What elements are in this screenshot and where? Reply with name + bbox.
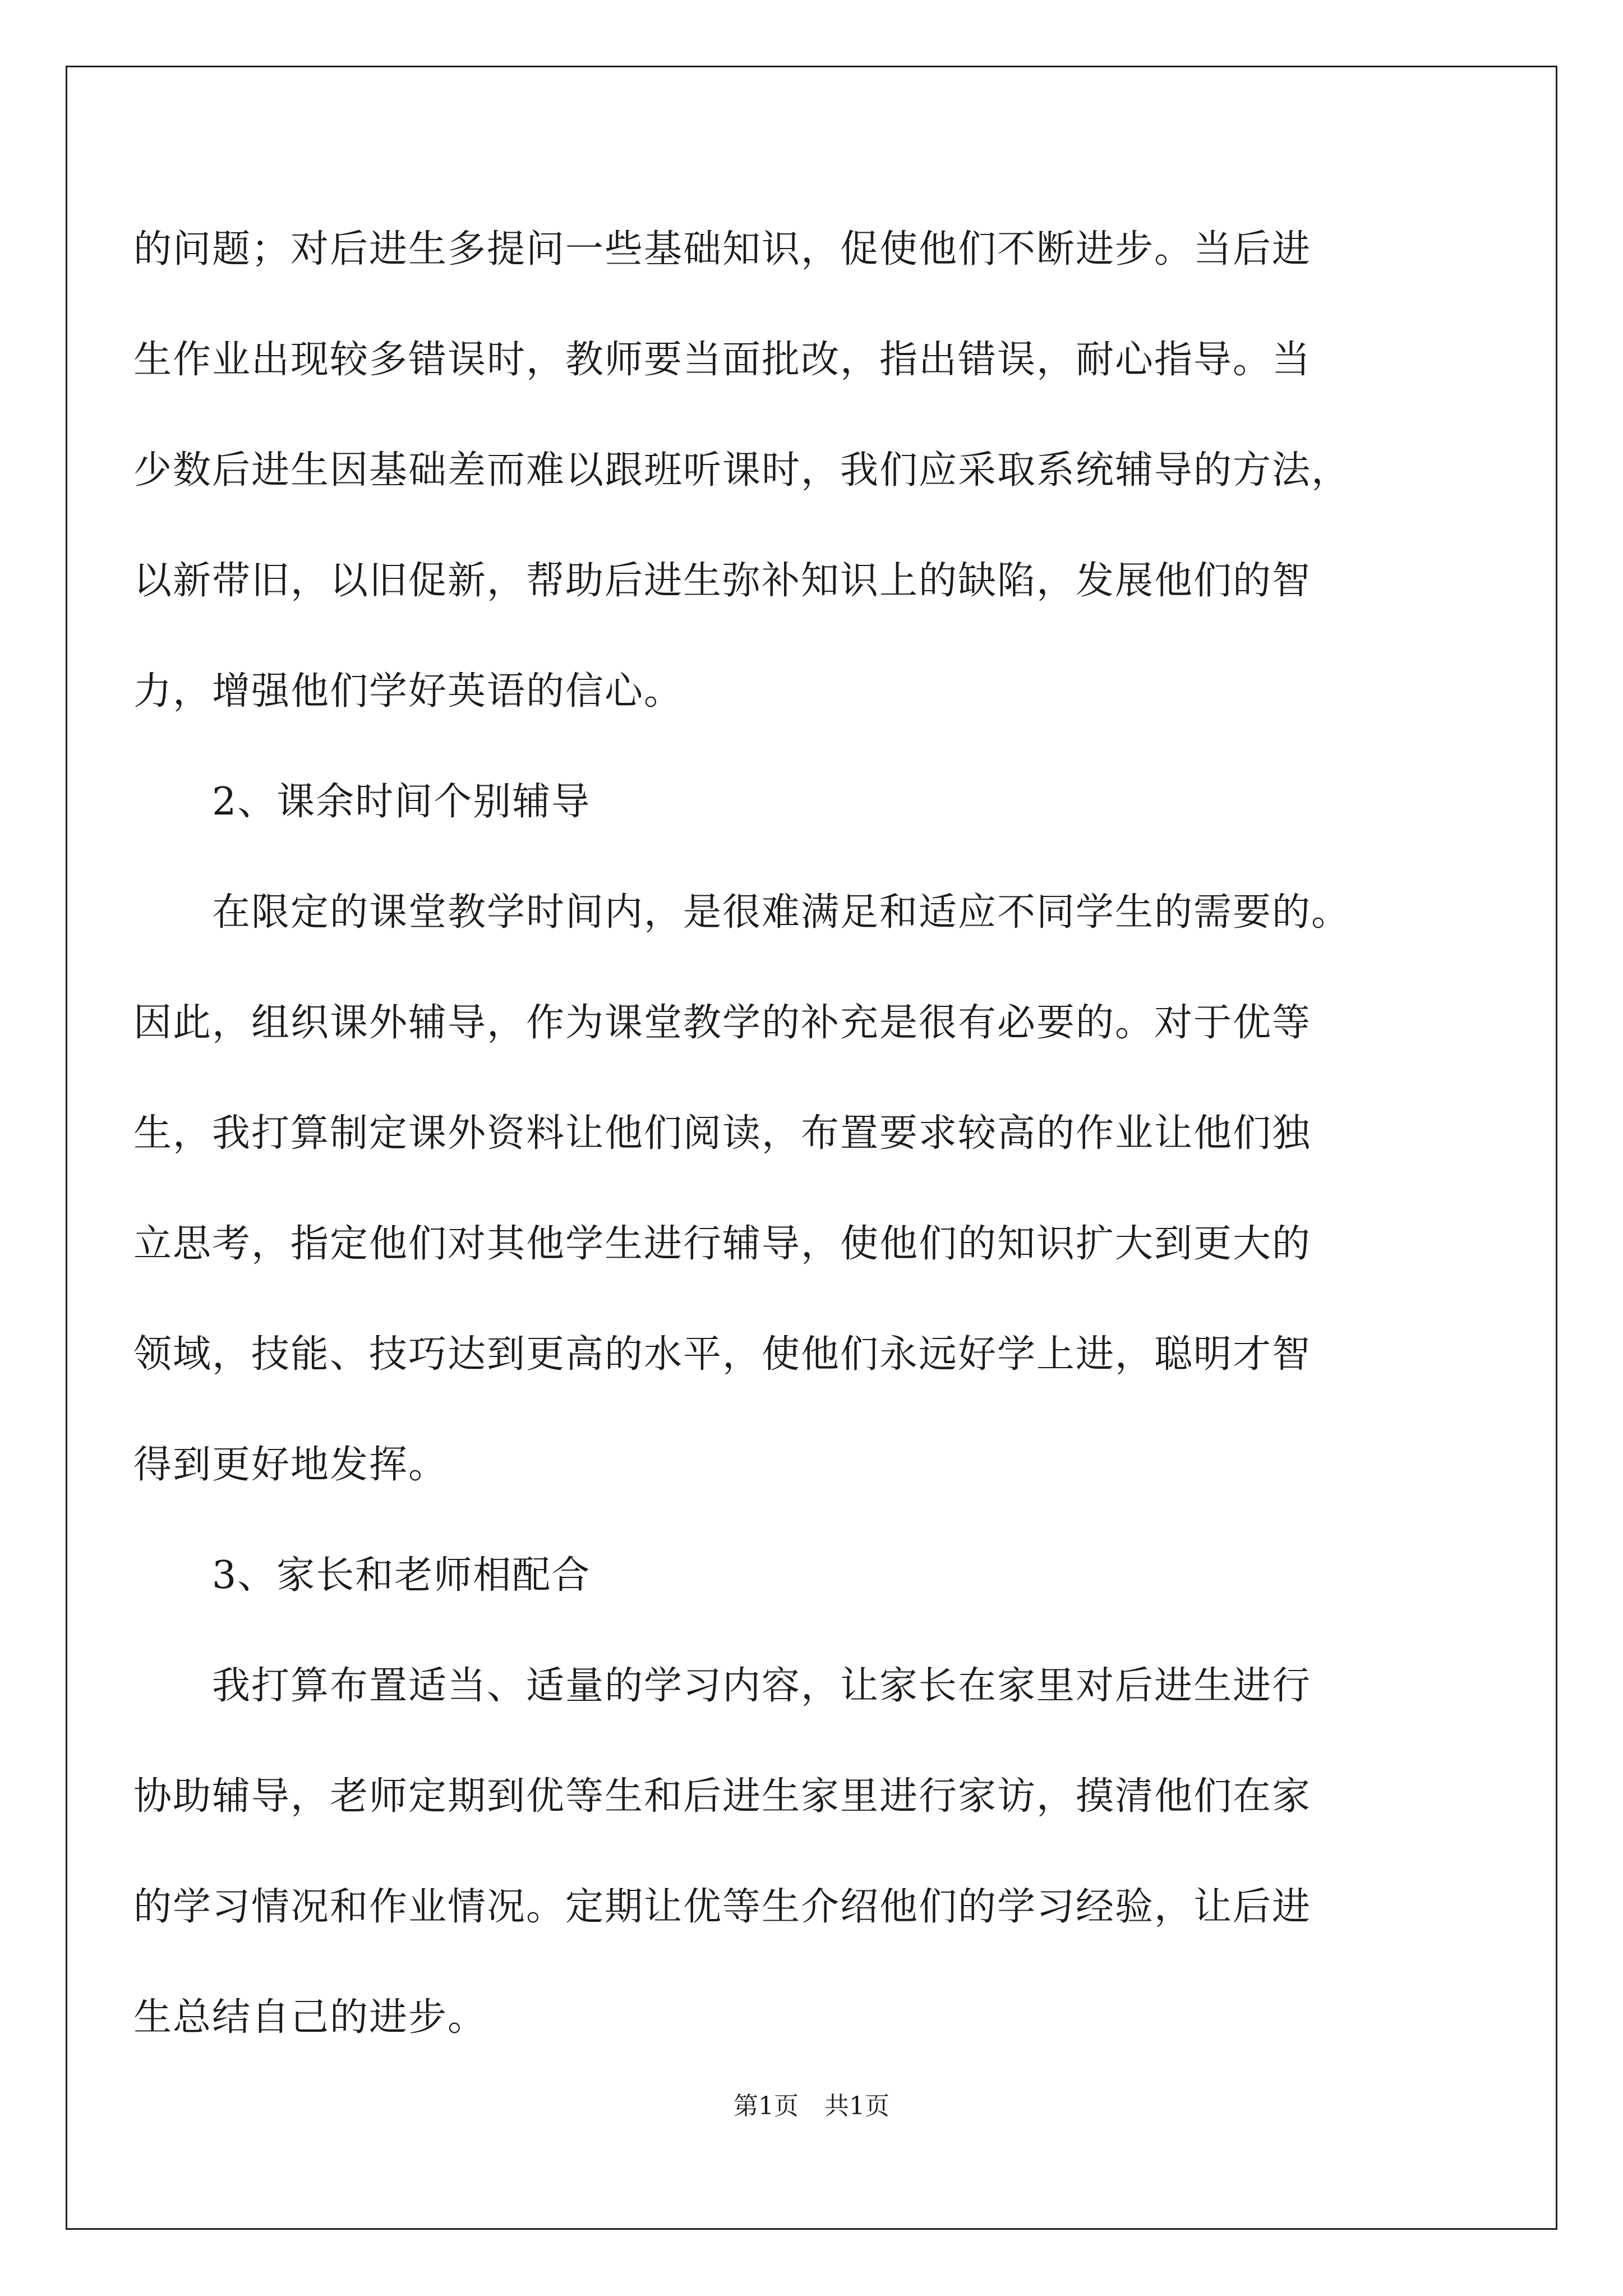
page-number: 第1页 bbox=[734, 2092, 799, 2120]
section-heading: 3、家长和老师相配合 bbox=[133, 1553, 591, 1598]
page-total: 共1页 bbox=[824, 2092, 889, 2120]
text-line: 立思考，指定他们对其他学生进行辅导，使他们的知识扩大到更大的 bbox=[133, 1222, 1312, 1266]
page-footer bbox=[0, 2090, 1623, 2123]
text-line: 生，我打算制定课外资料让他们阅读，布置要求较高的作业让他们独 bbox=[133, 1111, 1312, 1156]
text-line: 生作业出现较多错误时，教师要当面批改，指出错误，耐心指导。当 bbox=[133, 338, 1312, 382]
text-line: 力，增强他们学好英语的信心。 bbox=[133, 669, 684, 714]
text-line: 领域，技能、技巧达到更高的水平，使他们永远好学上进，聪明才智 bbox=[133, 1332, 1312, 1377]
text-line: 以新带旧，以旧促新，帮助后进生弥补知识上的缺陷，发展他们的智 bbox=[133, 559, 1312, 603]
text-line: 少数后进生因基础差而难以跟班听课时，我们应采取系统辅导的方法， bbox=[133, 448, 1351, 493]
text-line: 的学习情况和作业情况。定期让优等生介绍他们的学习经验，让后进 bbox=[133, 1885, 1312, 1929]
text-line: 得到更好地发挥。 bbox=[133, 1443, 448, 1487]
text-line: 生总结自己的进步。 bbox=[133, 1995, 487, 2040]
section-heading: 2、课余时间个别辅导 bbox=[133, 780, 591, 824]
text-line: 因此，组织课外辅导，作为课堂教学的补充是很有必要的。对于优等 bbox=[133, 1001, 1312, 1045]
text-line: 在限定的课堂教学时间内，是很难满足和适应不同学生的需要的。 bbox=[133, 890, 1351, 935]
text-line: 的问题；对后进生多提问一些基础知识，促使他们不断进步。当后进 bbox=[133, 227, 1312, 272]
text-line: 协助辅导，老师定期到优等生和后进生家里进行家访，摸清他们在家 bbox=[133, 1774, 1312, 1819]
text-line: 我打算布置适当、适量的学习内容，让家长在家里对后进生进行 bbox=[133, 1664, 1312, 1708]
